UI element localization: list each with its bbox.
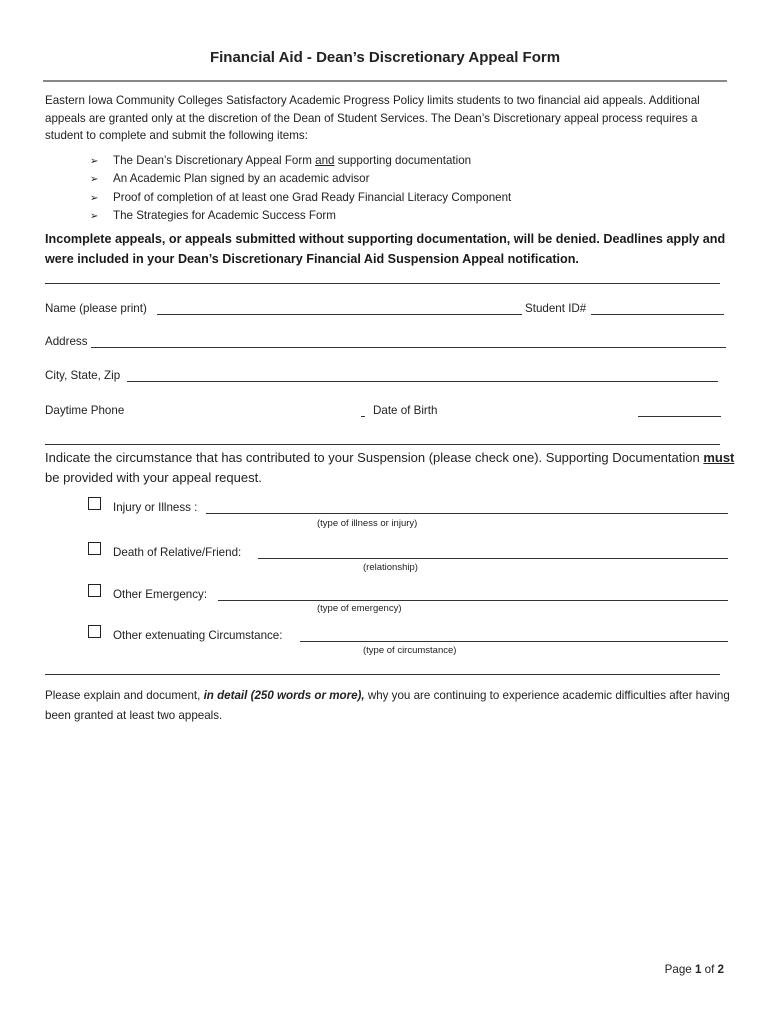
other-circumstance-label: Other extenuating Circumstance: (113, 629, 283, 642)
arrow-bullet-icon: ➢ (90, 192, 99, 204)
option-other-circumstance (88, 624, 728, 644)
date-of-birth-input-line[interactable] (638, 416, 721, 417)
other-emergency-input-line[interactable] (218, 600, 728, 601)
address-label: Address (45, 335, 88, 348)
injury-illness-caption: (type of illness or injury) (317, 518, 418, 529)
explanation-instructions: Please explain and document, in detail (250 words or more), why you are continuing to experience academic difficulties after having been granted at least two appeals. (45, 689, 730, 722)
death-relative-checkbox[interactable] (88, 542, 101, 555)
injury-illness-checkbox[interactable] (88, 497, 101, 510)
other-circumstance-checkbox[interactable] (88, 625, 101, 638)
option-death-relative (88, 541, 728, 561)
phone-row (45, 402, 727, 420)
daytime-phone-label: Daytime Phone (45, 404, 125, 417)
student-id-input-line[interactable] (591, 314, 724, 315)
option-injury-illness (88, 496, 728, 516)
death-relative-caption: (relationship) (363, 562, 418, 573)
list-item: ➢ An Academic Plan signed by an academic advisor (90, 170, 511, 188)
other-emergency-checkbox[interactable] (88, 584, 101, 597)
section-divider (45, 444, 720, 445)
date-of-birth-label: Date of Birth (373, 404, 438, 417)
injury-illness-label: Injury or Illness : (113, 501, 198, 514)
list-item: ➢ The Strategies for Academic Success Form (90, 207, 511, 225)
arrow-bullet-icon: ➢ (90, 210, 99, 222)
other-emergency-caption: (type of emergency) (317, 603, 402, 614)
other-emergency-label: Other Emergency: (113, 588, 208, 601)
name-row (45, 300, 727, 318)
title-divider (43, 80, 727, 82)
other-circumstance-input-line[interactable] (300, 641, 728, 642)
name-input-line[interactable] (157, 314, 522, 315)
death-relative-input-line[interactable] (258, 558, 728, 559)
denial-notice: Incomplete appeals, or appeals submitted without supporting documentation, will be denied. Deadlines apply and were included in your Dean’s Discretionary Financial Aid Suspension Appeal notification. (45, 232, 726, 266)
student-id-label: Student ID# (525, 302, 587, 315)
form-title: Financial Aid - Dean’s Discretionary Appeal Form (209, 49, 561, 66)
address-input-line[interactable] (91, 347, 726, 348)
intro-paragraph: Eastern Iowa Community Colleges Satisfactory Academic Progress Policy limits students to two financial aid appeals. Additional appeals are granted only at the discretion of the Dean of Student Services. The Dean’s Discretionary appeal process requires a student to complete and submit the following items: (45, 94, 700, 142)
arrow-bullet-icon: ➢ (90, 156, 99, 167)
list-item: ➢ Proof of completion of at least one Grad Ready Financial Literacy Component (90, 189, 511, 207)
required-items-list (90, 152, 511, 225)
page-number: Page 1 of 2 (664, 963, 724, 976)
circumstance-instructions: Indicate the circumstance that has contributed to your Suspension (please check one). Supporting Documentation must be provided with your appeal request. (45, 450, 735, 485)
city-state-zip-input-line[interactable] (127, 381, 718, 382)
city-row (45, 367, 727, 385)
death-relative-label: Death of Relative/Friend: (113, 546, 242, 559)
section-divider (45, 674, 720, 675)
address-row (45, 333, 727, 351)
other-circumstance-caption: (type of circumstance) (363, 645, 457, 656)
list-item: ➢ The Dean’s Discretionary Appeal Form and supporting documentation (90, 152, 511, 170)
option-other-emergency (88, 583, 728, 603)
name-label: Name (please print) (45, 302, 147, 315)
daytime-phone-input-line[interactable] (361, 416, 365, 417)
city-state-zip-label: City, State, Zip (45, 369, 121, 382)
injury-illness-input-line[interactable] (206, 513, 728, 514)
arrow-bullet-icon: ➢ (90, 174, 99, 186)
section-divider (45, 283, 720, 284)
